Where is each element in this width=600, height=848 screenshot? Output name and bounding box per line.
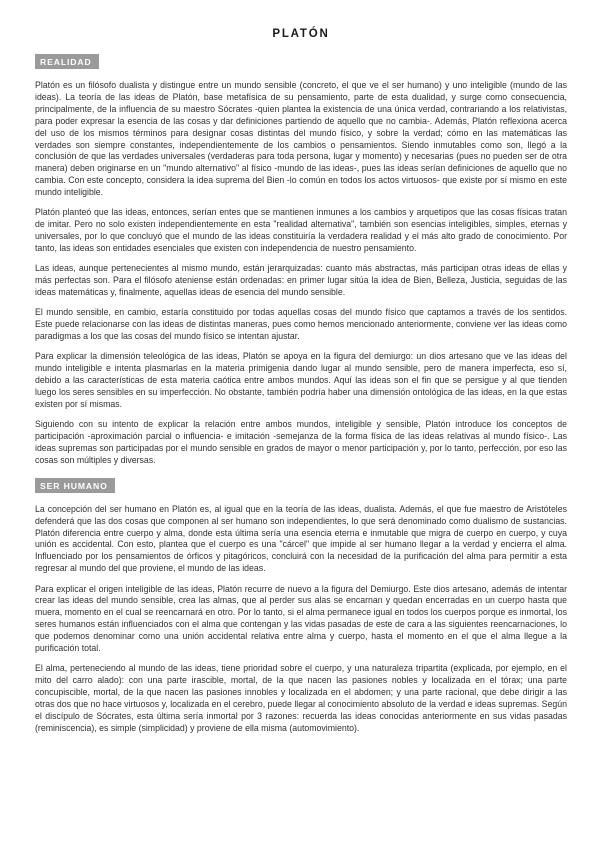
section-tag-ser-humano: SER HUMANO xyxy=(35,478,115,493)
paragraph: Siguiendo con su intento de explicar la relación entre ambos mundos, inteligible y sensible, Platón introduce los conceptos de participación -aproximación parcial o influencia- e imitación -semejanza de la forma física de las ideas relativas al mundo físico-. Las ideas supremas son participadas por el mundo sensible en grados de mayor o menor participación y, por lo tanto, perfección, por eso las cosas son múltiples y diversas. xyxy=(35,419,567,465)
paragraph: El alma, perteneciendo al mundo de las ideas, tiene prioridad sobre el cuerpo, y una naturaleza tripartita (explicada, por ejemplo, en el mito del carro alado): con una parte irascible, mortal, de la que nacen las pasiones nobles y localizada en el tórax; una parte concupiscible, mortal, de la que nacen las pasiones innobles y localizada en el abdomen; y una parte racional, que debe dirigir a las otras dos que no hace virtuosos y, localizada en el cerebro, puede llegar al conocimiento absoluto de la verdad e ideas supremas. Según el discípulo de Sócrates, esta última sería inmortal por 3 razones: recuerda las ideas conocidas anteriormente en sus vidas pasadas (reminiscencia), es simple (simplicidad) y proviene de ella misma (automovimiento). xyxy=(35,663,567,733)
section-realidad xyxy=(35,52,567,467)
paragraph: Para explicar la dimensión teleológica de las ideas, Platón se apoya en la figura del demiurgo: un dios artesano que ve las ideas del mundo inteligible e intenta plasmarlas en la materia primigenia dando lugar al mundo sensible, pero de manera imperfecta, eso sí, debido a las características de esta materia caótica entre ambos mundos. Aquí las ideas son el fin que se persigue y al que tienden luego los seres sensibles en su imperfección. No obstante, también podría haber una dimensión ontológica de las ideas, en la que estas existen por sí mismas. xyxy=(35,351,567,409)
paragraph: Platón es un filósofo dualista y distingue entre un mundo sensible (concreto, el que ve el ser humano) y uno inteligible (mundo de las ideas). La teoría de las ideas de Platón, base metafísica de su pensamiento, parte de esta dualidad, y surge como consecuencia, principalmente, de la influencia de su maestro Sócrates -quien plantea la existencia de una única verdad, contrariando a los relativistas, para poder expresar la esencia de las cosas y dar definiciones partiendo de aquello que no cambia-. Además, Platón reflexiona acerca del uso de los mismos términos para designar cosas distintas del mundo físico, y sobre la verdad; cómo en las matemáticas las verdades son siempre constantes, independientemente de los cambios o pensamientos. Siendo inmutables como son, llegó a la conclusión de que las verdades universales (verdaderas para toda persona, lugar y momento) y necesarias (pues no pueden ser de otra manera) deben originarse en un "mundo alternativo" al físico -mundo de las ideas-, pues las ideas serían definiciones de aquello que no cambia. Con este concepto, considera la idea suprema del Bien -lo común en todos los actos virtuosos- que existe por sí mismo en este mundo inteligible. xyxy=(35,80,567,198)
paragraph: Las ideas, aunque pertenecientes al mismo mundo, están jerarquizadas: cuanto más abstractas, más participan otras ideas de ellas y más perfectas son. Para el filósofo ateniense están ordenadas: en primer lugar sitúa la idea de Bien, Belleza, Justicia, seguidas de las ideas matemáticas y, finalmente, aquellas ideas de esencia del mundo sensible. xyxy=(35,263,567,298)
section-tag-realidad: REALIDAD xyxy=(35,54,99,69)
section-ser-humano xyxy=(35,476,567,735)
paragraph: La concepción del ser humano en Platón es, al igual que en la teoría de las ideas, dualista. Además, el que fue maestro de Aristóteles defenderá que las dos cosas que componen al ser humano son independientes, lo que será denominado como dualismo de sustancias. Platón diferencia entre cuerpo y alma, donde esta última sería una esencia eterna e inmutable que migra de cuerpo en cuerpo, y cuya unión es accidental. Con esto, plantea que el cuerpo es una "cárcel" que impide al ser humano llegar a la verdad y encierra el alma. Influenciado por los pensamientos de órficos y pitagóricos, concluirá con la necesidad de la purificación del alma para permitir a esta regresar al mundo del que proviene, el mundo de las ideas. xyxy=(35,503,567,574)
paragraph: Para explicar el origen inteligible de las ideas, Platón recurre de nuevo a la figura del Demiurgo. Este dios artesano, además de intentar crear las ideas del mundo sensible, crea las almas, que al perder sus alas se encarnan y quedan encerradas en un cuerpo hasta que muera, momento en el cual se reencarnará en otro. Por lo tanto, si el alma permanece igual en todos los cuerpos porque es inmortal, los seres humanos están influenciados con el alma que contengan y las vidas pasadas de este de cara a las siguientes reencarnaciones, lo que podemos denominar como una unión accidental relativa entre alma y cuerpo, hasta el momento en el que el alma llegue a la purificación total. xyxy=(35,583,567,654)
paragraph: Platón planteó que las ideas, entonces, serían entes que se mantienen inmunes a los cambios y arquetipos que las cosas físicas tratan de imitar. Pero no solo existen independientemente en esta "realidad alternativa", también son esencias inteligibles, simples, eternas y universales, por lo que concluyó que el mundo de las ideas constituiría la verdadera realidad y el más alto grado de conocimiento. Por tanto, las ideas son entidades esenciales que existen con independencia de nuestro pensamiento. xyxy=(35,207,567,254)
paragraph: El mundo sensible, en cambio, estaría constituido por todas aquellas cosas del mundo físico que captamos a través de los sentidos. Este puede relacionarse con las ideas de distintas maneras, pues como hemos mencionado anteriormente, conviene ver las ideas como paradigmas a los que las cosas del mundo físico se intentan ajustar. xyxy=(35,307,567,342)
document-title: PLATÓN xyxy=(272,28,330,40)
